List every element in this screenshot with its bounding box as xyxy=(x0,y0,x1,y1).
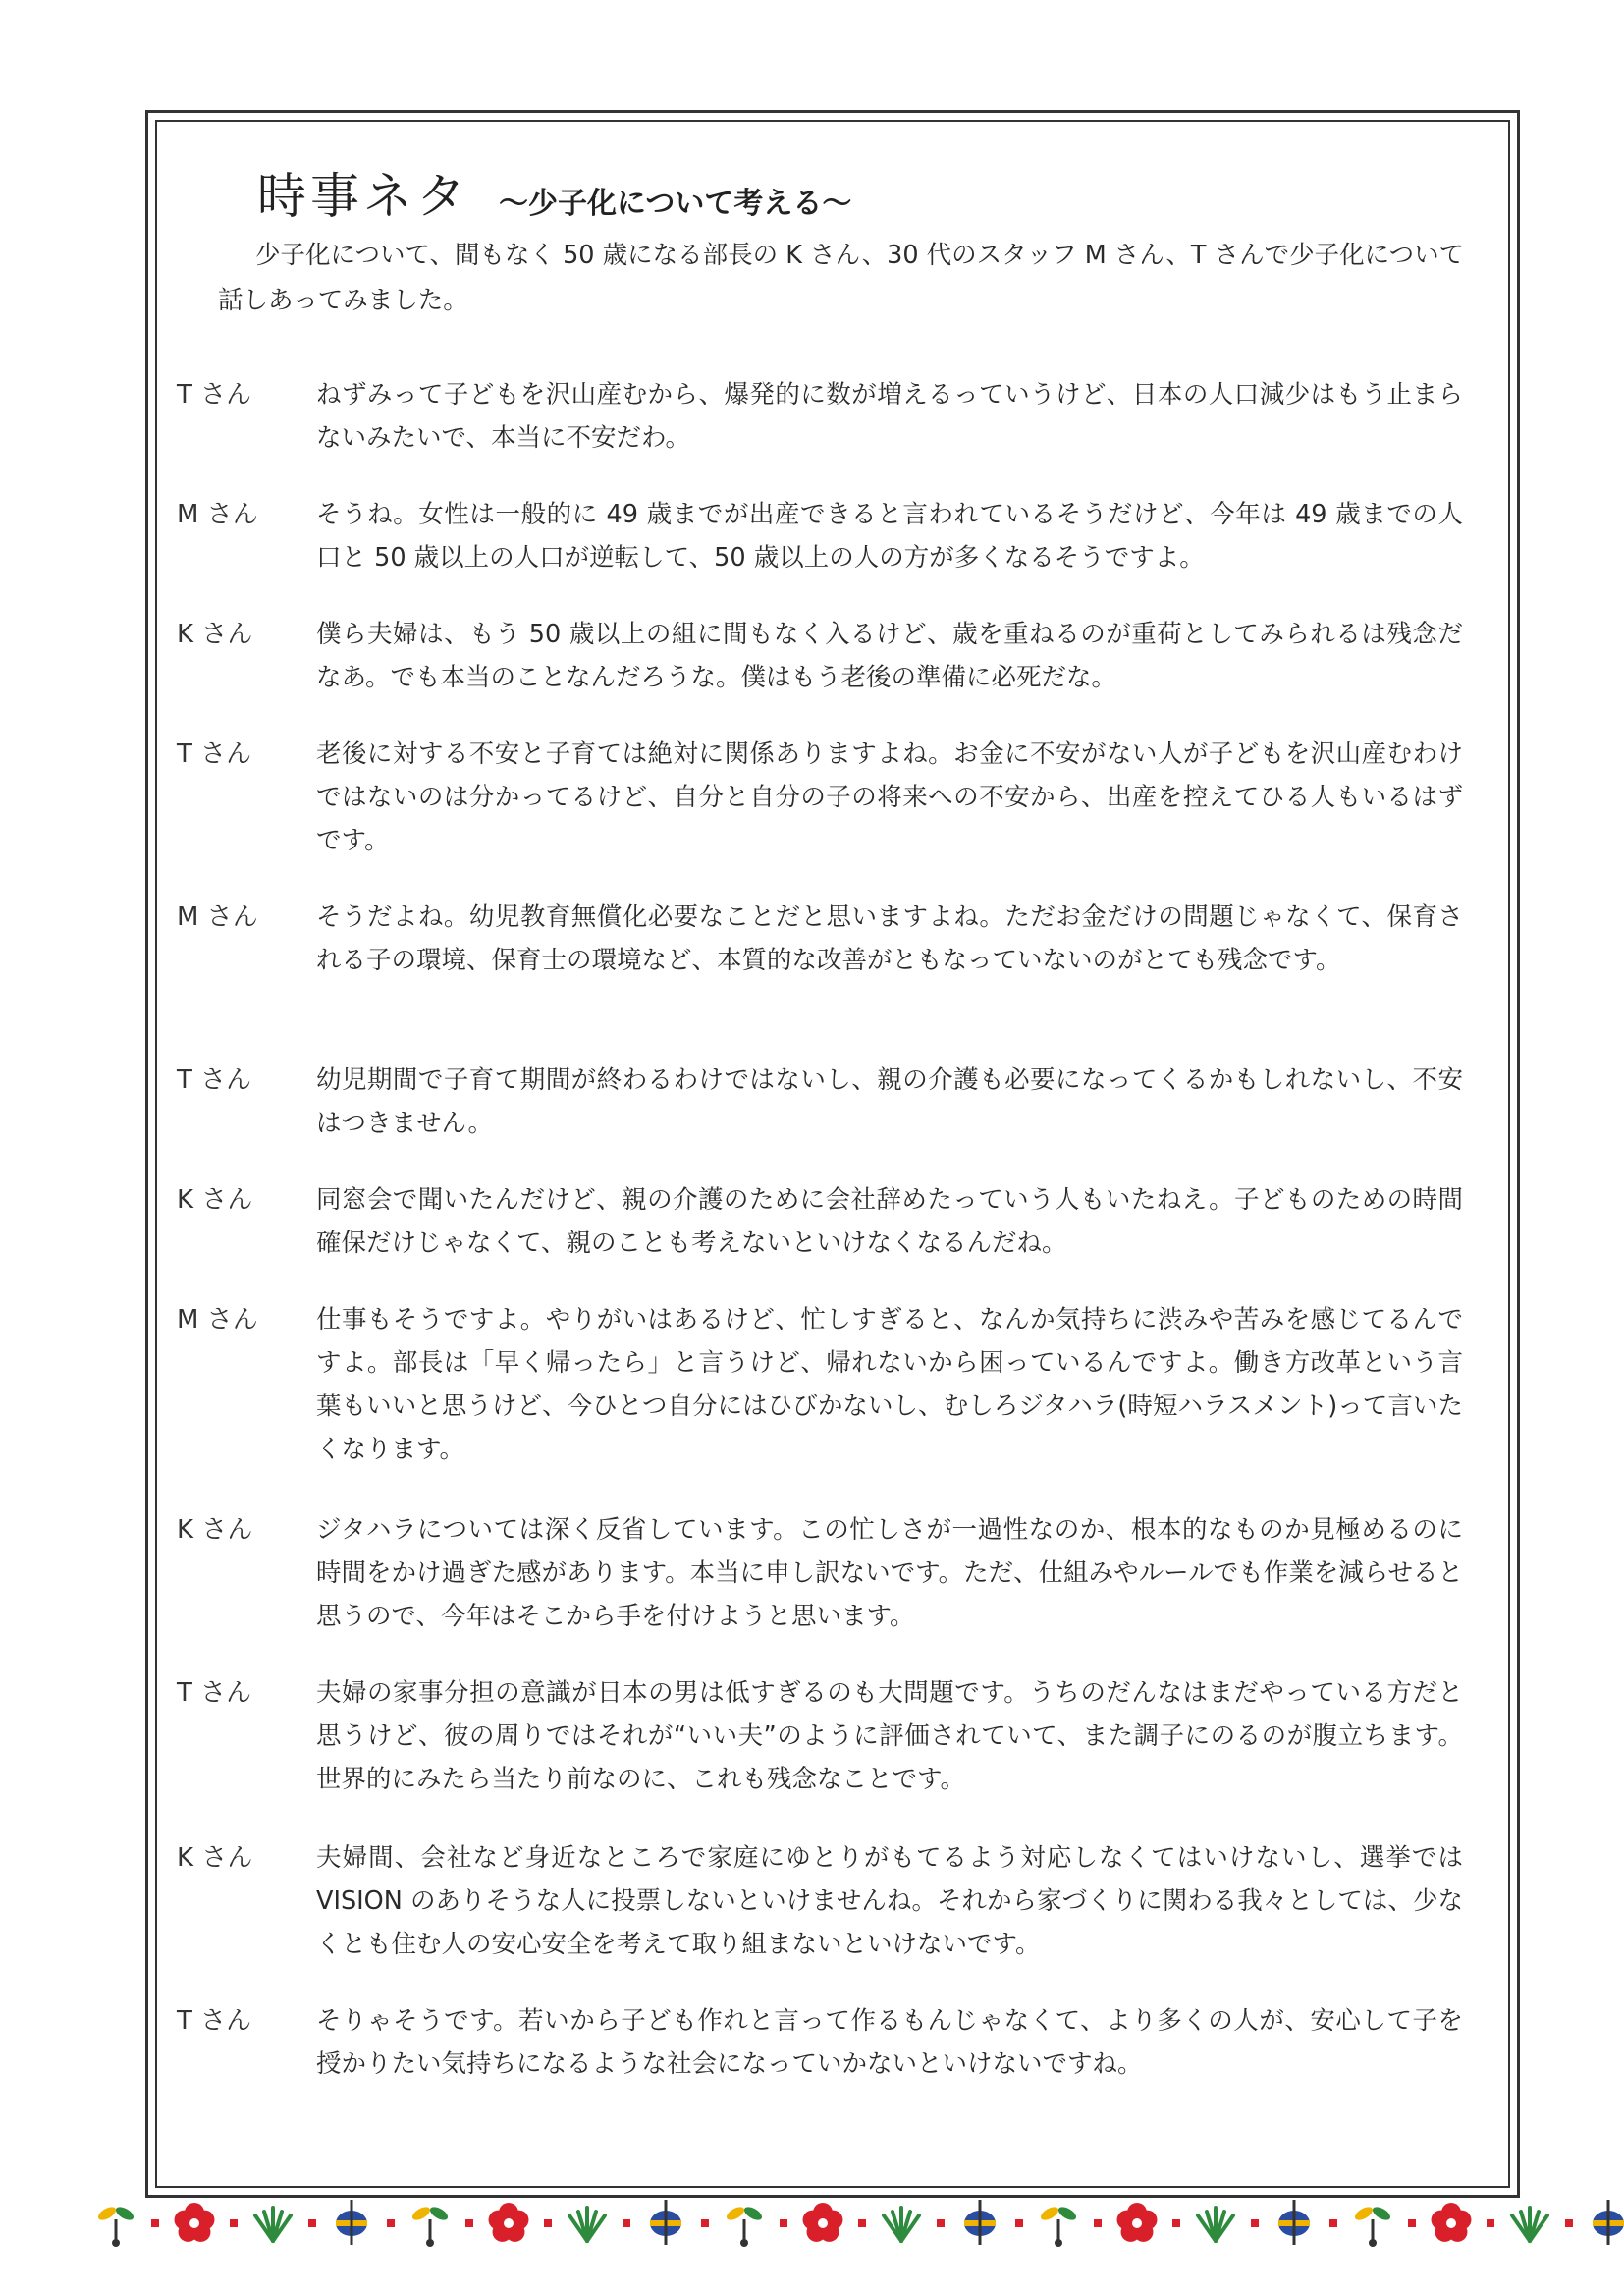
plum-blossom-icon xyxy=(489,2203,529,2242)
plum-blossom-icon xyxy=(175,2203,215,2242)
diamond-dot-icon xyxy=(308,2219,316,2227)
speaker-label: K さん xyxy=(177,1843,253,1873)
diamond-dot-icon xyxy=(937,2219,945,2227)
plum-blossom-icon xyxy=(803,2203,843,2242)
intro-paragraph: 少子化について、間もなく 50 歳になる部長の K さん、30 代のスタッフ M さん、T さんで少子化について話しあってみました。 xyxy=(218,241,1465,315)
speech-text: 同窓会で聞いたんだけど、親の介護のために会社辞めたっていう人もいたねえ。子どものための時間確保だけじゃなくて、親のことも考えないといけなくなるんだね。 xyxy=(316,1185,1463,1258)
diamond-dot-icon xyxy=(230,2219,238,2227)
speaker-label: K さん xyxy=(177,1185,253,1215)
speaker-label: T さん xyxy=(177,1066,252,1095)
speaker-label: T さん xyxy=(177,380,252,410)
speech-text: そうだよね。幼児教育無償化必要なことだと思いますよね。ただお金だけの問題じゃなくて、保育される子の環境、保育士の環境など、本質的な改善がともなっていないのがとても残念です。 xyxy=(316,902,1463,975)
diamond-dot-icon xyxy=(1251,2219,1259,2227)
speech-text: ねずみって子どもを沢山産むから、爆発的に数が増えるっていうけど、日本の人口減少はもう止まらないみたいで、本当に不安だわ。 xyxy=(316,380,1463,453)
speaker-label: T さん xyxy=(177,739,252,769)
sprout-icon xyxy=(96,2205,135,2247)
diamond-dot-icon xyxy=(465,2219,473,2227)
sprout-icon xyxy=(1353,2205,1392,2247)
page-subtitle: ～少子化について考える～ xyxy=(499,187,852,221)
diamond-dot-icon xyxy=(1172,2219,1180,2227)
pine-icon xyxy=(884,2208,919,2241)
diamond-dot-icon xyxy=(544,2219,552,2227)
speech-text: ジタハラについては深く反省しています。この忙しさが一過性なのか、根本的なものか見極めるのに時間をかけ過ぎた感があります。本当に申し訳ないです。ただ、仕組みやルールでも作業を減らせると思うので、今年はそこから手を付けようと思います。 xyxy=(316,1515,1463,1631)
diamond-dot-icon xyxy=(780,2219,787,2227)
spinning-top-icon xyxy=(1593,2200,1624,2245)
sprout-icon xyxy=(1039,2205,1078,2247)
plum-blossom-icon xyxy=(1117,2203,1158,2242)
diamond-dot-icon xyxy=(387,2219,395,2227)
plum-blossom-icon xyxy=(1432,2203,1472,2242)
sprout-icon xyxy=(410,2205,450,2247)
spinning-top-icon xyxy=(964,2200,996,2245)
speaker-label: K さん xyxy=(177,1515,253,1545)
pine-icon xyxy=(1512,2208,1547,2241)
speaker-label: T さん xyxy=(177,1678,252,1708)
diamond-dot-icon xyxy=(701,2219,709,2227)
pine-icon xyxy=(255,2208,291,2241)
pine-icon xyxy=(1198,2208,1233,2241)
spinning-top-icon xyxy=(336,2200,367,2245)
diamond-dot-icon xyxy=(1565,2219,1573,2227)
pine-icon xyxy=(569,2208,605,2241)
spinning-top-icon xyxy=(1278,2200,1310,2245)
speech-text: 夫婦間、会社など身近なところで家庭にゆとりがもてるよう対応しなくてはいけないし、選挙では VISION のありそうな人に投票しないといけませんね。それから家づくりに関わる我々としては、少なくとも住む人の安心安全を考えて取り組まないといけないです。 xyxy=(316,1843,1463,1959)
diamond-dot-icon xyxy=(151,2219,159,2227)
speaker-label: T さん xyxy=(177,2006,252,2036)
diamond-dot-icon xyxy=(623,2219,630,2227)
diamond-dot-icon xyxy=(1487,2219,1494,2227)
page-title: 時事ネタ xyxy=(257,168,469,225)
speech-text: 仕事もそうですよ。やりがいはあるけど、忙しすぎると、なんか気持ちに渋みや苦みを感じてるんですよ。部長は「早く帰ったら」と言うけど、帰れないから困っているんですよ。働き方改革という言葉もいいと思うけど、今ひとつ自分にはひびかないし、むしろジタハラ(時短ハラスメント)って言いたくなります。 xyxy=(316,1305,1463,1464)
diamond-dot-icon xyxy=(1408,2219,1416,2227)
speaker-label: M さん xyxy=(177,902,258,932)
new-year-border xyxy=(0,2186,1624,2261)
diamond-dot-icon xyxy=(1329,2219,1337,2227)
speech-text: そうね。女性は一般的に 49 歳までが出産できると言われているそうだけど、今年は 49 歳までの人口と 50 歳以上の人口が逆転して、50 歳以上の人の方が多くなるそうですよ。 xyxy=(316,500,1463,573)
title-row xyxy=(257,157,851,228)
spinning-top-icon xyxy=(650,2200,681,2245)
speech-text: 老後に対する不安と子育ては絶対に関係ありますよね。お金に不安がない人が子どもを沢山産むわけではないのは分かってるけど、自分と自分の子の将来への不安から、出産を控えてひる人もいるはずです。 xyxy=(316,739,1463,855)
sprout-icon xyxy=(725,2205,764,2247)
speaker-label: M さん xyxy=(177,500,258,529)
speech-text: そりゃそうです。若いから子ども作れと言って作るもんじゃなくて、より多くの人が、安心して子を授かりたい気持ちになるような社会になっていかないといけないですね。 xyxy=(316,2006,1463,2079)
diamond-dot-icon xyxy=(858,2219,866,2227)
speaker-label: M さん xyxy=(177,1305,258,1335)
speech-text: 夫婦の家事分担の意識が日本の男は低すぎるのも大問題です。うちのだんなはまだやっている方だと思うけど、彼の周りではそれが“いい夫”のように評価されていて、また調子にのるのが腹立ちます。世界的にみたら当たり前なのに、これも残念なことです。 xyxy=(316,1678,1463,1794)
speaker-label: K さん xyxy=(177,620,253,649)
speech-text: 幼児期間で子育て期間が終わるわけではないし、親の介護も必要になってくるかもしれないし、不安はつきません。 xyxy=(316,1066,1463,1138)
speech-text: 僕ら夫婦は、もう 50 歳以上の組に間もなく入るけど、歳を重ねるのが重荷としてみられるは残念だなあ。でも本当のことなんだろうな。僕はもう老後の準備に必死だな。 xyxy=(316,620,1463,692)
diamond-dot-icon xyxy=(1015,2219,1023,2227)
diamond-dot-icon xyxy=(1094,2219,1102,2227)
